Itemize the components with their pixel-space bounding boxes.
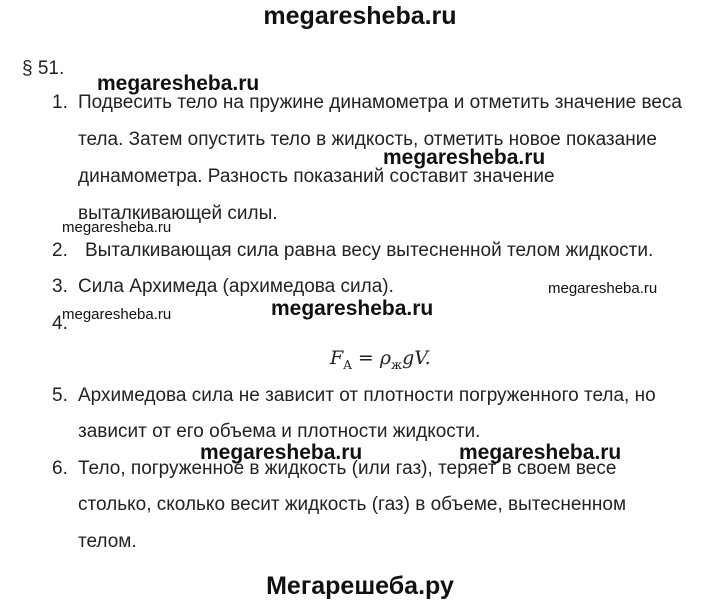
site-header: megaresheba.ru xyxy=(263,2,457,30)
item-5-line-1: Архимедова сила не зависит от плотности погруженного тела, но xyxy=(78,385,656,406)
item-5-line-2: зависит от его объема и плотности жидкости. xyxy=(78,421,481,442)
item-3-line-1: Сила Архимеда (архимедова сила). xyxy=(78,276,394,297)
item-1-line-1: Подвесить тело на пружине динамометра и отметить значение веса xyxy=(78,92,682,113)
formula-equals: = xyxy=(357,347,374,369)
item-4-number: 4. xyxy=(52,313,68,334)
item-1-line-4: выталкивающей силы. xyxy=(78,203,278,224)
formula-rho-sub: ж xyxy=(391,357,403,372)
item-6-line-1: Тело, погруженное в жидкость (или газ), теряет в своем весе xyxy=(78,458,617,479)
formula-rho: ρ xyxy=(379,347,392,369)
item-1-line-3: динамометра. Разность показаний составит значение xyxy=(78,166,555,187)
formula-rest: gV. xyxy=(402,347,431,369)
section-number: § 51. xyxy=(22,58,65,79)
watermark: megaresheba.ru xyxy=(200,441,363,464)
formula-lhs: F xyxy=(330,347,344,369)
archimedes-formula xyxy=(330,347,431,372)
item-2-line-1: Выталкивающая сила равна весу вытесненной телом жидкости. xyxy=(85,240,654,261)
watermark: megaresheba.ru xyxy=(62,306,172,323)
watermark: megaresheba.ru xyxy=(62,219,172,236)
item-1-number: 1. xyxy=(52,92,68,113)
watermark: megaresheba.ru xyxy=(271,297,434,320)
watermark: megaresheba.ru xyxy=(548,280,658,297)
item-1-line-2: тела. Затем опустить тело в жидкость, отметить новое показание xyxy=(78,129,657,150)
item-3-number: 3. xyxy=(52,276,68,297)
site-footer: Мегарешеба.ру xyxy=(266,572,454,600)
watermark: megaresheba.ru xyxy=(459,441,622,464)
formula-lhs-sub: A xyxy=(343,357,352,372)
item-6-number: 6. xyxy=(52,458,68,479)
item-6-line-3: телом. xyxy=(78,531,137,552)
item-5-number: 5. xyxy=(52,385,68,406)
watermark: megaresheba.ru xyxy=(97,72,260,95)
item-6-line-2: столько, сколько весит жидкость (газ) в объеме, вытесненном xyxy=(78,494,627,515)
watermark: megaresheba.ru xyxy=(383,146,546,169)
item-2-number: 2. xyxy=(52,240,68,261)
